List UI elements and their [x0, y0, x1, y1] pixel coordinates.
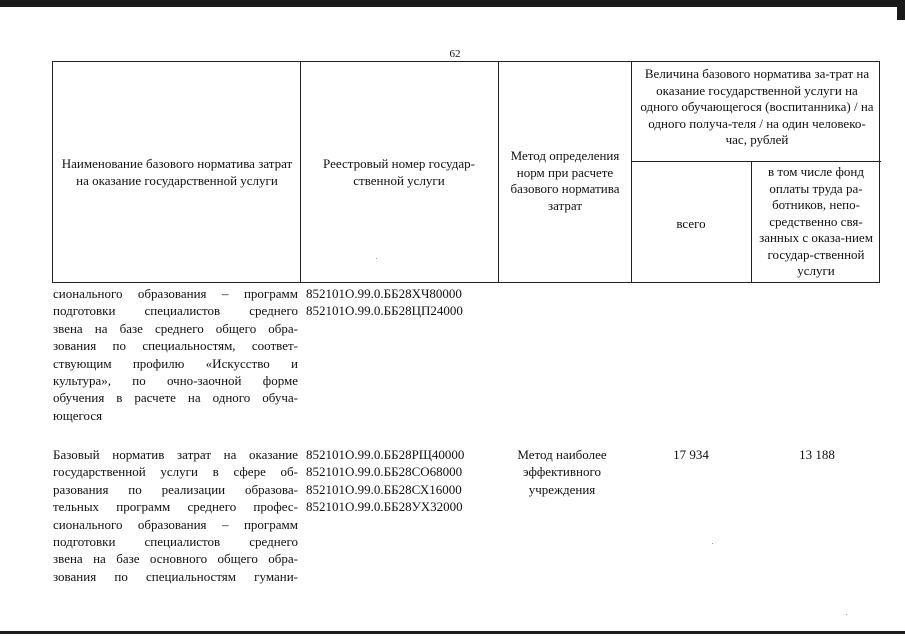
- row-payroll: 13 188: [799, 447, 835, 462]
- table-header: [52, 61, 880, 283]
- scan-speck: [712, 543, 713, 544]
- registry-number: 852101О.99.0.ББ28ЦП24000: [306, 303, 463, 319]
- header-registry: Реестровый номер государ-ственной услуги: [323, 156, 475, 188]
- header-payroll: в том числе фонд оплаты труда ра-ботников, непо-средственно свя-занных с оказа-нием государ-ственной услуги: [759, 164, 873, 278]
- divider: [498, 62, 499, 282]
- text-line: разования по реализации образова-: [53, 481, 298, 497]
- registry-number: 852101О.99.0.ББ28СХ16000: [306, 481, 462, 497]
- text-line: сионального образования – программ: [53, 516, 298, 532]
- text-line: ствующим профилю «Искусство и: [53, 355, 298, 371]
- text-line: обучения в расчете на одного обуча-: [53, 390, 298, 406]
- text-line: зования по специальностям гумани-: [53, 568, 298, 584]
- registry-number: 852101О.99.0.ББ28ХЧ80000: [306, 286, 462, 301]
- text-line: культура», по очно-заочной форме: [53, 373, 298, 389]
- scan-speck: [376, 258, 377, 259]
- text-line: звена на базе среднего общего обра-: [53, 320, 298, 336]
- scan-corner-mark: [897, 0, 905, 20]
- text-line: сионального образования – программ: [53, 286, 298, 301]
- text-line: Базовый норматив затрат на оказание: [53, 447, 298, 462]
- row-total: 17 934: [673, 447, 709, 462]
- divider: [631, 161, 881, 162]
- text-line: зования по специальностям, соответ-: [53, 338, 298, 354]
- row-registry-numbers: [306, 285, 463, 320]
- header-name: Наименование базового норматива затрат на оказание государственной услуги: [61, 156, 293, 188]
- text-line: подготовки специалистов среднего: [53, 534, 298, 550]
- divider: [631, 62, 632, 282]
- page-number: 62: [449, 48, 461, 60]
- header-value-group: Величина базового норматива за-трат на оказание государственной услуги на одного обучающегося (воспитанника) / на одного получа-теля / на один человеко-час, рублей: [640, 66, 874, 147]
- row-registry-numbers: [306, 446, 464, 516]
- scan-top-border: [0, 0, 905, 7]
- row-name-text: [53, 446, 298, 585]
- registry-number: 852101О.99.0.ББ28СО68000: [306, 464, 463, 480]
- text-line: ющегося: [53, 407, 103, 423]
- header-total: всего: [676, 216, 706, 231]
- scan-speck: [846, 614, 847, 615]
- header-method: Метод определения норм при расчете базового норматива затрат: [510, 148, 620, 213]
- text-line: подготовки специалистов среднего: [53, 303, 298, 319]
- text-line: государственной услуги в сфере об-: [53, 464, 298, 480]
- text-line: звена на базе основного общего обра-: [53, 551, 298, 567]
- row-method: Метод наиболее эффективного учреждения: [517, 447, 607, 497]
- divider: [751, 161, 752, 282]
- registry-number: 852101О.99.0.ББ28РЩ40000: [306, 447, 465, 462]
- text-line: тельных программ среднего профес-: [53, 499, 298, 515]
- divider: [300, 62, 301, 282]
- registry-number: 852101О.99.0.ББ28УХ32000: [306, 499, 463, 515]
- row-name-text: [53, 285, 298, 424]
- scan-bottom-border: [0, 631, 905, 634]
